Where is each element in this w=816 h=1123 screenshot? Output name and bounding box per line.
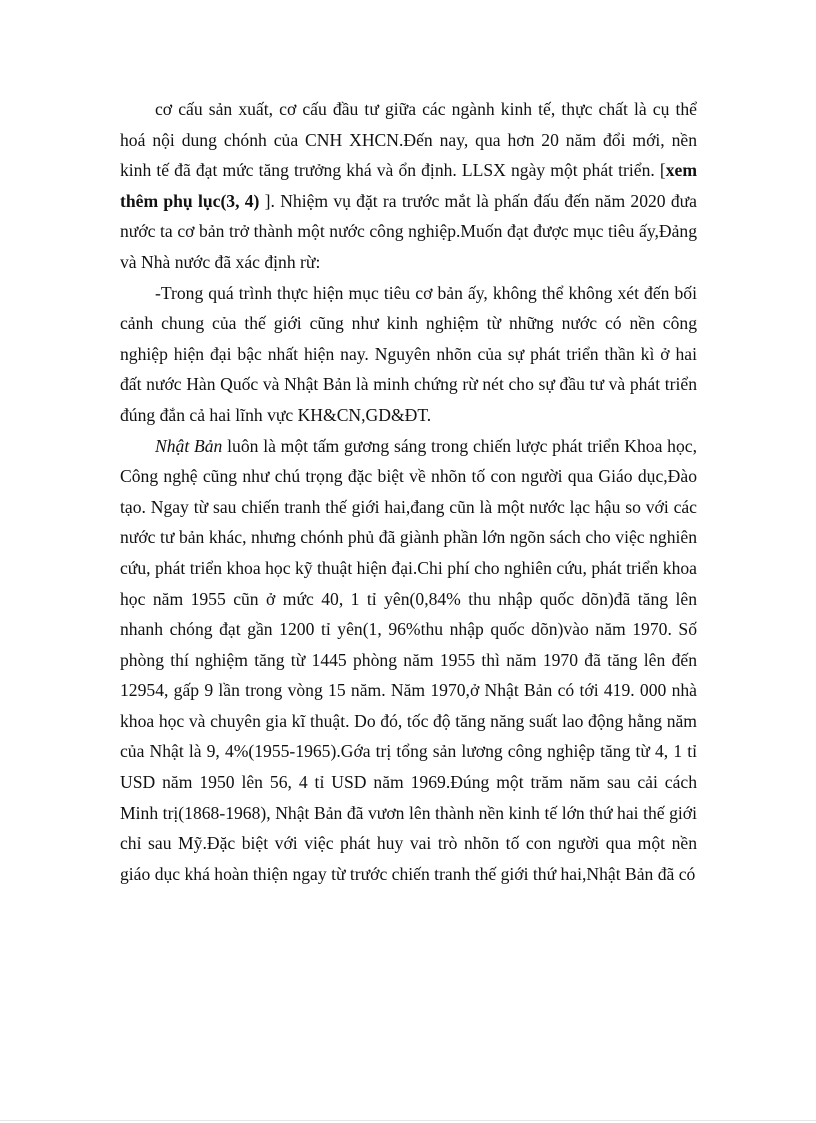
paragraph-1 bbox=[120, 94, 697, 278]
page-bottom-divider bbox=[0, 1120, 816, 1121]
reference-bracket-close: ] bbox=[259, 190, 271, 211]
paragraph-3 bbox=[120, 431, 697, 890]
document-body bbox=[120, 94, 697, 889]
paragraph-3-text: luôn là một tấm gương sáng trong chiến lược phát triển Khoa học, Công nghệ cũng như chú trọng đặc biệt về nhõn tố con người qua Giáo dục,Đào tạo. Ngay từ sau chiến tranh thế giới hai,đang cũn là một nước lạc hậu so với các nước tư bản khác, nhưng chónh phủ đã giành phần lớn ngõn sách cho việc nghiên cứu, phát triển khoa học kỹ thuật hiện đại.Chi phí cho nghiên cứu, phát triển khoa học năm 1955 cũn ở mức 40, 1 tỉ yên(0,84% thu nhập quốc dõn)đã tăng lên nhanh chóng đạt gần 1200 tỉ yên(1, 96%thu nhập quốc dõn)vào năm 1970. Số phòng thí nghiệm tăng từ 1445 phòng năm 1955 thì năm 1970 đã tăng lên đến 12954, gấp 9 lần trong vòng 15 năm. Năm 1970,ở Nhật Bản có tới 419. 000 nhà khoa học và chuyên gia kĩ thuật. Do đó, tốc độ tăng năng suất lao động hằng năm của Nhật là 9, 4%(1955-1965).Gớa trị tổng sản lương công nghiệp tăng từ 4, 1 tỉ USD năm 1950 lên 56, 4 tỉ USD năm 1969.Đúng một trăm năm sau cải cách Minh trị(1868-1968), Nhật Bản đã vươn lên thành nền kinh tế lớn thứ hai thế giới chỉ sau Mỹ.Đặc biệt với việc phát huy vai trò nhõn tố con người qua một nền giáo dục khá hoàn thiện ngay từ trước chiến tranh thế giới thứ hai,Nhật Bản đã có bbox=[120, 435, 697, 884]
paragraph-2: -Trong quá trình thực hiện mục tiêu cơ bản ấy, không thể không xét đến bối cảnh chung của thế giới cũng như kinh nghiệm từ những nước có nền công nghiệp hiện đại bậc nhất hiện nay. Nguyên nhõn của sự phát triển thần kì ở hai đất nước Hàn Quốc và Nhật Bản là minh chứng rừ nét cho sự đầu tư và phát triển đúng đắn cả hai lĩnh vực KH&CN,GD&ĐT. bbox=[120, 282, 697, 425]
paragraph-3-italic-subject: Nhật Bản bbox=[155, 435, 223, 456]
appendix-reference: xem thêm phụ lục(3, 4) bbox=[120, 160, 697, 211]
paragraph-1-text: cơ cấu sản xuất, cơ cấu đầu tư giữa các ngành kinh tế, thực chất là cụ thể hoá nội dung chónh của CNH XHCN.Đến nay, qua hơn 20 năm đổi mới, nền kinh tế đã đạt mức tăng trưởng khá và ổn định. LLSX ngày một phát triển. bbox=[120, 99, 697, 181]
paragraph-1-continuation: . Nhiệm vụ đặt ra trước mắt là phấn đấu đến năm 2020 đưa nước ta cơ bản trở thành một nước công nghiệp.Muốn đạt được mục tiêu ấy,Đảng và Nhà nước đã xác định rừ: bbox=[120, 190, 697, 272]
reference-bracket-open: [ bbox=[659, 160, 666, 181]
